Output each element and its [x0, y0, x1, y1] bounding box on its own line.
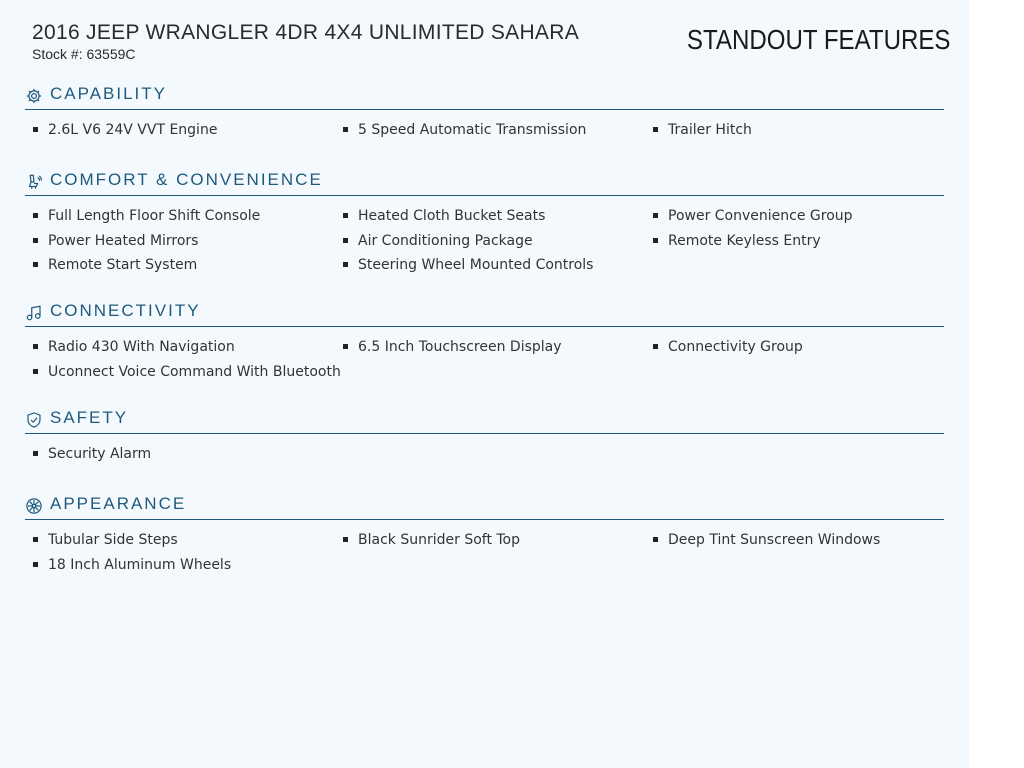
wheel-icon [25, 497, 43, 515]
section-divider [25, 109, 944, 110]
feature-item: 18 Inch Aluminum Wheels [25, 556, 335, 581]
feature-list [25, 445, 944, 470]
feature-item: Connectivity Group [645, 338, 944, 363]
gear-icon [25, 87, 43, 105]
music-note-icon [25, 304, 43, 322]
section-divider [25, 519, 944, 520]
feature-item: Trailer Hitch [645, 121, 944, 146]
section-comfort-convenience [25, 170, 944, 273]
feature-item: Uconnect Voice Command With Bluetooth [25, 363, 335, 388]
feature-list [25, 121, 944, 146]
section-safety [25, 408, 944, 462]
feature-item: Black Sunrider Soft Top [335, 531, 645, 556]
feature-item: Steering Wheel Mounted Controls [335, 256, 645, 281]
feature-item: Power Heated Mirrors [25, 232, 335, 257]
section-header [25, 494, 944, 516]
feature-item: Remote Keyless Entry [645, 232, 944, 257]
section-title: CAPABILITY [50, 84, 167, 103]
feature-list [25, 531, 944, 580]
section-title: APPEARANCE [50, 494, 187, 513]
stock-number: Stock #: 63559C [32, 46, 136, 62]
feature-item: Power Convenience Group [645, 207, 944, 232]
feature-item: 5 Speed Automatic Transmission [335, 121, 645, 146]
vehicle-title: 2016 JEEP WRANGLER 4DR 4X4 UNLIMITED SAHARA [32, 21, 580, 44]
section-divider [25, 195, 944, 196]
feature-item: Radio 430 With Navigation [25, 338, 335, 363]
section-title: SAFETY [50, 408, 129, 427]
section-header [25, 170, 944, 192]
section-title: COMFORT & CONVENIENCE [50, 170, 323, 189]
section-header [25, 301, 944, 323]
section-header [25, 84, 944, 106]
feature-item: Security Alarm [25, 445, 335, 470]
feature-item: Air Conditioning Package [335, 232, 645, 257]
standout-features-heading: STANDOUT FEATURES [686, 24, 950, 55]
feature-item: Remote Start System [25, 256, 335, 281]
feature-list [25, 207, 944, 281]
feature-item: Heated Cloth Bucket Seats [335, 207, 645, 232]
section-title: CONNECTIVITY [50, 301, 201, 320]
section-header [25, 408, 944, 430]
feature-item: Full Length Floor Shift Console [25, 207, 335, 232]
feature-item: Tubular Side Steps [25, 531, 335, 556]
section-divider [25, 433, 944, 434]
section-capability [25, 84, 944, 138]
section-appearance [25, 494, 944, 573]
feature-item: 2.6L V6 24V VVT Engine [25, 121, 335, 146]
feature-item: 6.5 Inch Touchscreen Display [335, 338, 645, 363]
section-divider [25, 326, 944, 327]
feature-list [25, 338, 944, 387]
section-connectivity [25, 301, 944, 380]
seat-icon [25, 173, 43, 191]
shield-check-icon [25, 411, 43, 429]
feature-item: Deep Tint Sunscreen Windows [645, 531, 944, 556]
